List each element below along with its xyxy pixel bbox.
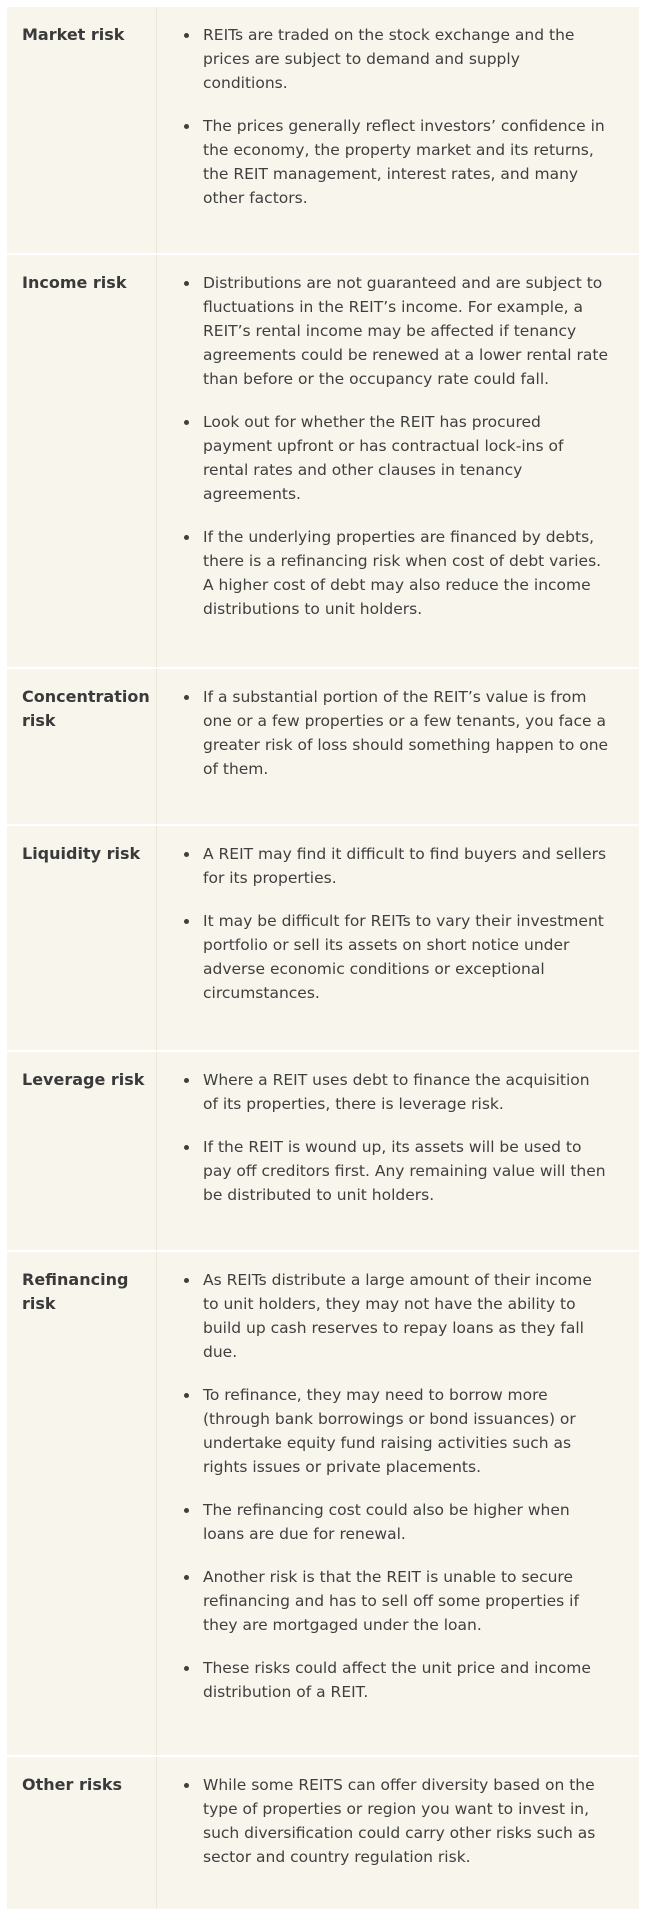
risk-content-cell [157, 255, 639, 667]
bullet-item: Another risk is that the REIT is unable to secure refinancing and has to sell off some properties if they are mortgaged under the loan. [180, 1565, 609, 1637]
risk-label-cell [7, 1052, 157, 1250]
risk-row-leverage [7, 1052, 639, 1252]
bullet-list [180, 842, 609, 1005]
risk-content-cell [157, 7, 639, 253]
bullet-item: If the underlying properties are financed by debts, there is a refinancing risk when cost of debt varies. A higher cost of debt may also reduce the income distributions to unit holders. [180, 525, 609, 621]
risk-label: Leverage risk [22, 1070, 145, 1089]
bullet-item: REITs are traded on the stock exchange and the prices are subject to demand and supply conditions. [180, 23, 609, 95]
bullet-list [180, 1268, 609, 1704]
risk-label-cell [7, 826, 157, 1050]
bullet-item: While some REITS can offer diversity based on the type of properties or region you want to invest in, such diversification could carry other risks such as sector and country regulation risk. [180, 1773, 609, 1869]
risk-label-cell [7, 669, 157, 824]
bullet-item: As REITs distribute a large amount of their income to unit holders, they may not have the ability to build up cash reserves to repay loans as they fall due. [180, 1268, 609, 1364]
bullet-item: Distributions are not guaranteed and are subject to fluctuations in the REIT’s income. For example, a REIT’s rental income may be affected if tenancy agreements could be renewed at a lower rental rate than before or the occupancy rate could fall. [180, 271, 609, 391]
bullet-item: Look out for whether the REIT has procured payment upfront or has contractual lock-ins of rental rates and other clauses in tenancy agreements. [180, 410, 609, 506]
risk-content-cell [157, 1252, 639, 1755]
bullet-item: A REIT may find it difficult to find buyers and sellers for its properties. [180, 842, 609, 890]
bullet-list [180, 1068, 609, 1207]
bullet-list [180, 685, 609, 781]
risk-row-concentration [7, 669, 639, 826]
risk-content-cell [157, 1052, 639, 1250]
risk-label: Other risks [22, 1775, 123, 1794]
bullet-item: If a substantial portion of the REIT’s value is from one or a few properties or a few tenants, you face a greater risk of loss should something happen to one of them. [180, 685, 609, 781]
bullet-list [180, 1773, 609, 1869]
risk-content-cell [157, 826, 639, 1050]
risk-label: Income risk [22, 273, 127, 292]
bullet-list [180, 271, 609, 621]
risk-label: Market risk [22, 25, 125, 44]
bullet-item: These risks could affect the unit price and income distribution of a REIT. [180, 1656, 609, 1704]
bullet-item: The refinancing cost could also be higher when loans are due for renewal. [180, 1498, 609, 1546]
risk-label: Refinancing risk [22, 1270, 129, 1313]
risk-row-liquidity [7, 826, 639, 1052]
risk-table [7, 7, 639, 1909]
risk-label-cell [7, 1757, 157, 1909]
risk-label: Liquidity risk [22, 844, 141, 863]
risk-row-other [7, 1757, 639, 1909]
bullet-item: If the REIT is wound up, its assets will be used to pay off creditors first. Any remaining value will then be distributed to unit holders. [180, 1135, 609, 1207]
bullet-item: It may be difficult for REITs to vary their investment portfolio or sell its assets on short notice under adverse economic conditions or exceptional circumstances. [180, 909, 609, 1005]
risk-label-cell [7, 7, 157, 253]
bullet-item: The prices generally reflect investors’ confidence in the economy, the property market and its returns, the REIT management, interest rates, and many other factors. [180, 114, 609, 210]
bullet-item: Where a REIT uses debt to finance the acquisition of its properties, there is leverage risk. [180, 1068, 609, 1116]
risk-label: Concentration risk [22, 687, 150, 730]
risk-row-refinancing [7, 1252, 639, 1757]
risk-label-cell [7, 1252, 157, 1755]
risk-row-income [7, 255, 639, 669]
risk-label-cell [7, 255, 157, 667]
bullet-item: To refinance, they may need to borrow more (through bank borrowings or bond issuances) or undertake equity fund raising activities such as rights issues or private placements. [180, 1383, 609, 1479]
risk-content-cell [157, 1757, 639, 1909]
risk-row-market [7, 7, 639, 255]
risk-content-cell [157, 669, 639, 824]
bullet-list [180, 23, 609, 210]
